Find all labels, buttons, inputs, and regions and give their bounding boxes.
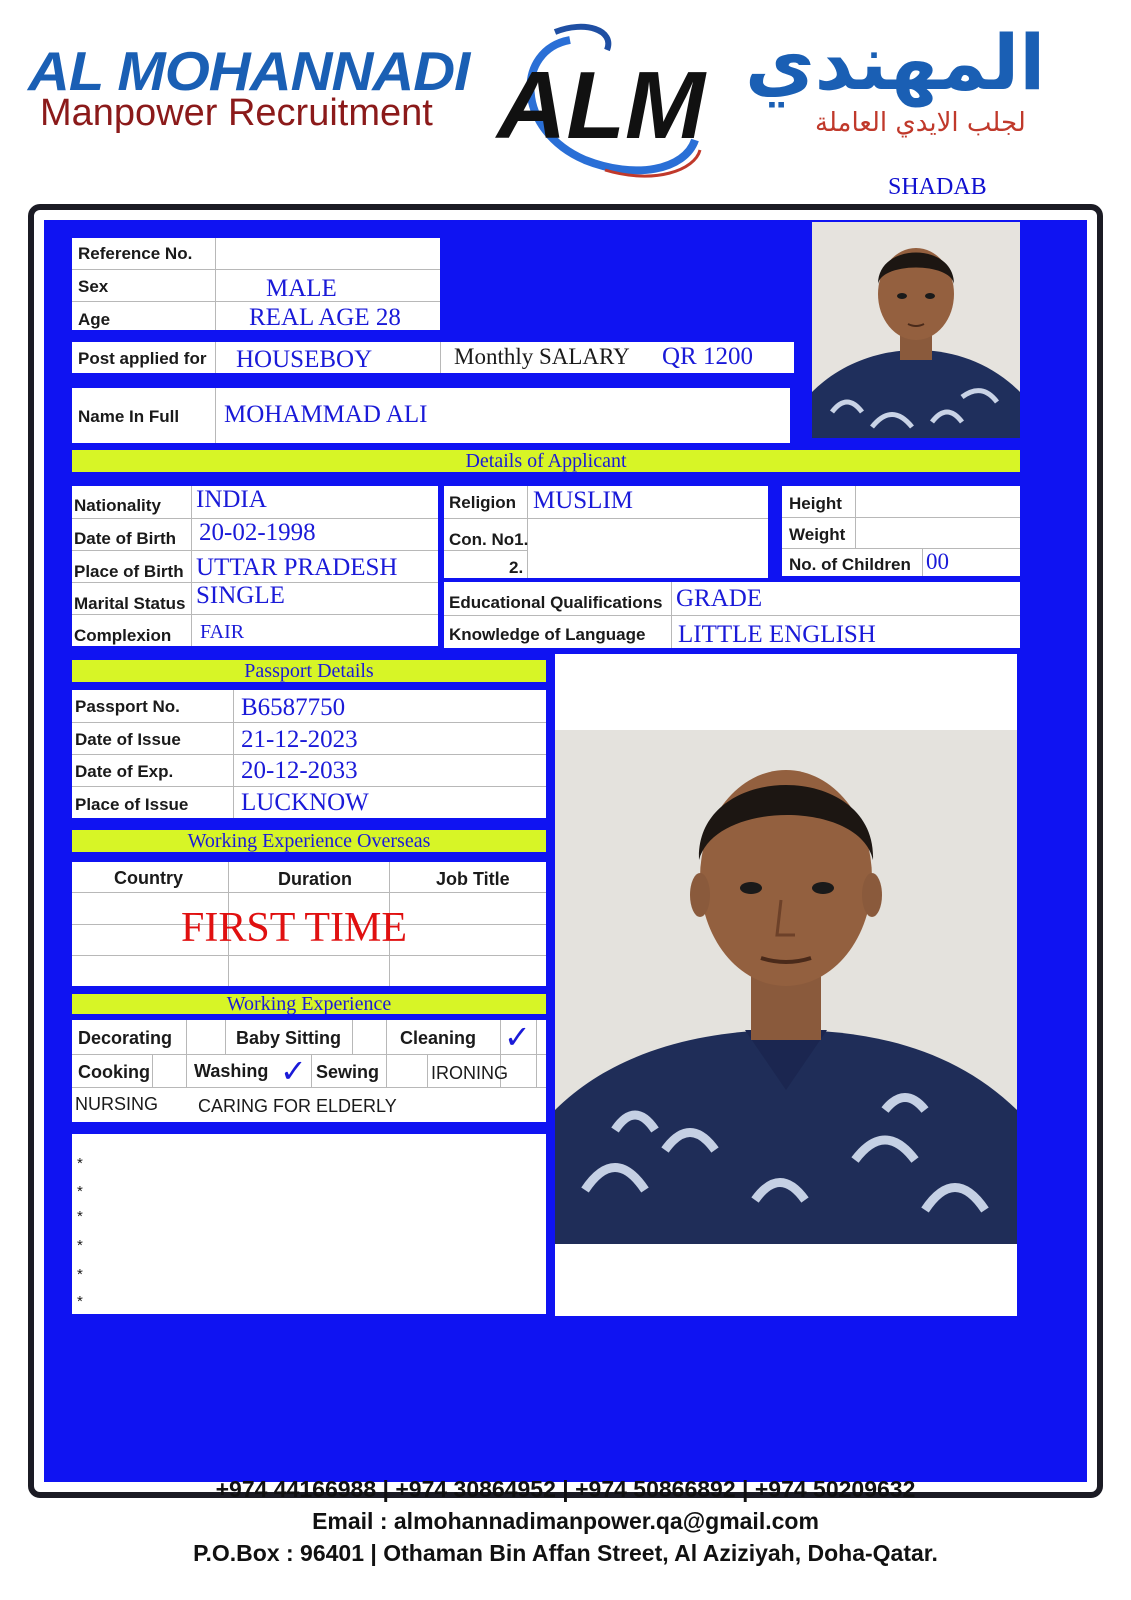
- notes-box: [72, 1134, 546, 1314]
- brand-name: AL MOHANNADI: [28, 40, 470, 103]
- exp-nursing: NURSING: [75, 1094, 159, 1114]
- passport-title: Passport Details: [72, 660, 546, 682]
- children-label: No. of Children: [789, 555, 911, 574]
- washing-check-icon: ✓: [280, 1052, 307, 1090]
- complexion-value: FAIR: [200, 621, 245, 643]
- nationality-label: Nationality: [74, 496, 161, 515]
- pob-label: Place of Birth: [74, 562, 184, 581]
- footer-email: Email : almohannadimanpower.qa@gmail.com: [312, 1508, 819, 1534]
- exp-caring-elderly: CARING FOR ELDERLY: [198, 1096, 397, 1116]
- post-label: Post applied for: [78, 349, 207, 368]
- children-value: 00: [926, 549, 949, 574]
- exp-washing: Washing: [194, 1061, 269, 1081]
- candidate-photo-large: [555, 730, 1017, 1244]
- complexion-label: Complexion: [74, 626, 172, 645]
- post-value: HOUSEBOY: [236, 346, 373, 373]
- brand-subtitle: Manpower Recruitment: [40, 92, 433, 134]
- contact2-label: 2.: [509, 558, 524, 577]
- exp-decorating: Decorating: [78, 1028, 173, 1048]
- passport-exp-label: Date of Exp.: [75, 762, 174, 781]
- note-bullet: *: [77, 1237, 83, 1254]
- dob-label: Date of Birth: [74, 529, 176, 548]
- exp-cleaning: Cleaning: [400, 1028, 477, 1048]
- weight-label: Weight: [789, 525, 846, 544]
- height-label: Height: [789, 494, 842, 513]
- passport-number-label: Passport No.: [75, 697, 180, 716]
- passport-place-label: Place of Issue: [75, 795, 189, 814]
- religion-value: MUSLIM: [533, 487, 634, 514]
- dob-value: 20-02-1998: [199, 519, 316, 546]
- arabic-brand: المهندي: [745, 18, 1046, 107]
- cleaning-check-icon: ✓: [504, 1018, 531, 1056]
- name-label: Name In Full: [78, 407, 180, 426]
- nationality-value: INDIA: [196, 486, 267, 513]
- education-label: Educational Qualifications: [449, 593, 663, 612]
- marital-value: SINGLE: [196, 582, 285, 609]
- passport-exp-value: 20-12-2033: [241, 757, 358, 784]
- overseas-col-country: Country: [114, 868, 183, 888]
- education-value: GRADE: [676, 585, 763, 612]
- reference-label: Reference No.: [78, 244, 193, 263]
- footer-address: P.O.Box : 96401 | Othaman Bin Affan Street, Al Aziziyah, Doha-Qatar.: [193, 1540, 938, 1566]
- salary-label: Monthly SALARY: [454, 344, 630, 369]
- experience-title: Working Experience: [72, 994, 546, 1014]
- name-value: MOHAMMAD ALI: [224, 401, 428, 428]
- exp-ironing: IRONING: [431, 1063, 509, 1083]
- arabic-subtitle: لجلب الايدي العاملة: [815, 108, 1026, 138]
- passport-place-value: LUCKNOW: [241, 789, 369, 816]
- marital-label: Marital Status: [74, 594, 186, 613]
- contact1-label: Con. No1.: [449, 530, 529, 549]
- note-bullet: *: [77, 1183, 83, 1200]
- exp-baby-sitting: Baby Sitting: [236, 1028, 342, 1048]
- overseas-title: Working Experience Overseas: [72, 830, 546, 852]
- overseas-col-duration: Duration: [278, 869, 352, 889]
- alm-logo: [495, 20, 735, 190]
- note-bullet: *: [77, 1293, 83, 1310]
- age-label: Age: [78, 310, 111, 329]
- candidate-tag: SHADAB: [888, 174, 987, 200]
- footer-phones: +974 44166988 | +974 30864952 | +974 50866892 | +974 50209632: [215, 1476, 916, 1502]
- candidate-photo-small: [812, 222, 1020, 438]
- salary-value: QR 1200: [662, 343, 753, 370]
- age-value: REAL AGE 28: [249, 304, 401, 331]
- exp-sewing: Sewing: [316, 1062, 380, 1082]
- first-time-note: FIRST TIME: [181, 905, 407, 951]
- passport-issue-value: 21-12-2023: [241, 726, 358, 753]
- sex-label: Sex: [78, 277, 109, 296]
- pob-value: UTTAR PRADESH: [196, 554, 398, 581]
- language-value: LITTLE ENGLISH: [678, 621, 876, 648]
- note-bullet: *: [77, 1208, 83, 1225]
- religion-label: Religion: [449, 493, 517, 512]
- applicant-title: Details of Applicant: [72, 450, 1020, 472]
- sex-value: MALE: [266, 275, 337, 302]
- overseas-col-job-title: Job Title: [436, 869, 510, 889]
- note-bullet: *: [77, 1155, 83, 1172]
- passport-issue-label: Date of Issue: [75, 730, 181, 749]
- logo-text: ALM: [497, 52, 705, 159]
- exp-cooking: Cooking: [78, 1062, 150, 1082]
- name-row: [72, 388, 790, 443]
- note-bullet: *: [77, 1266, 83, 1283]
- language-label: Knowledge of Language: [449, 625, 646, 644]
- passport-number-value: B6587750: [241, 694, 346, 721]
